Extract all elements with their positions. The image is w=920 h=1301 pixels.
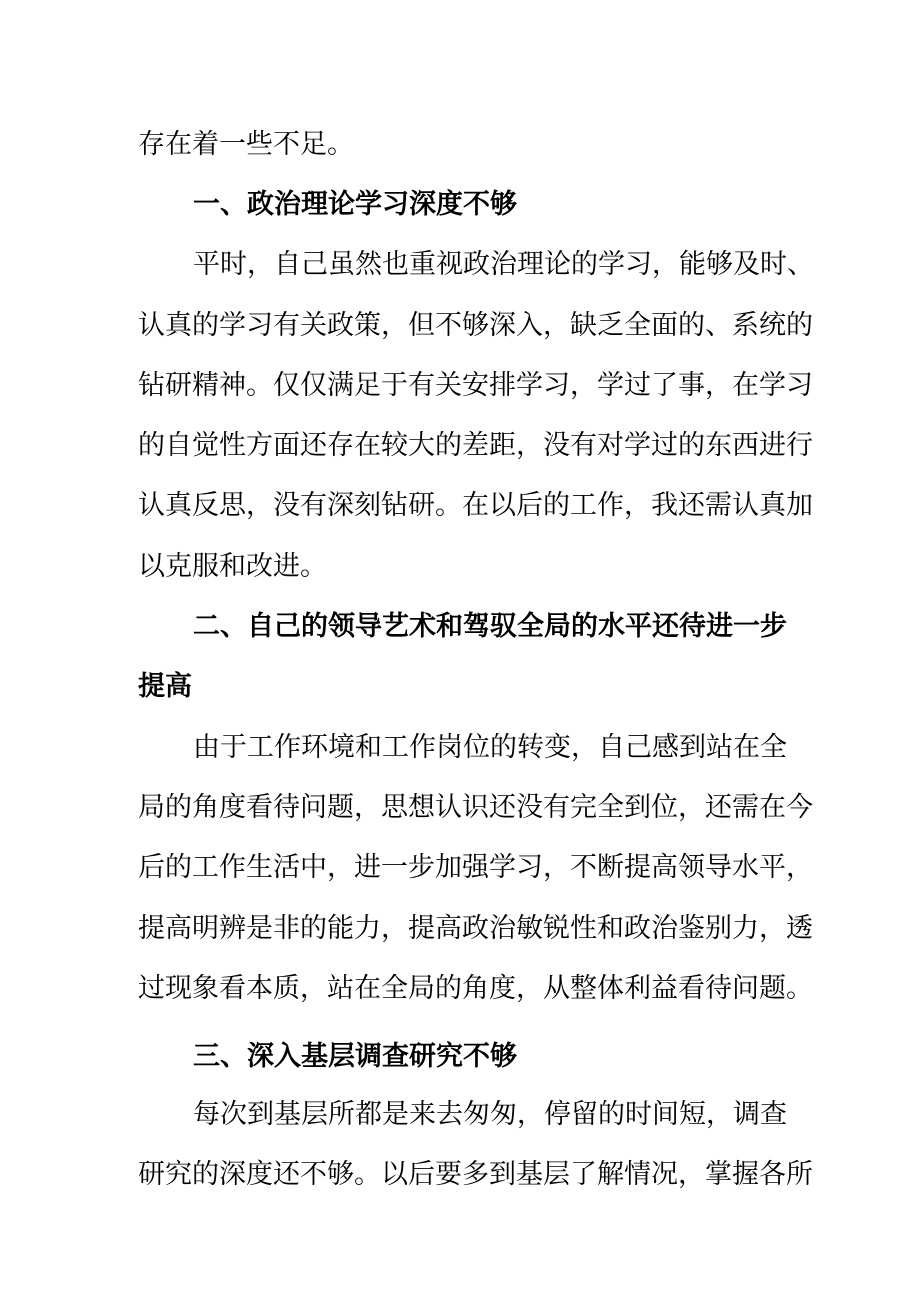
paragraph-line: 过现象看本质，站在全局的角度，从整体利益看待问题。 [138,973,813,1004]
paragraph-line: 每次到基层所都是来去匆匆，停留的时间短，调查 [193,1099,787,1130]
paragraph-line: 由于工作环境和工作岗位的转变，自己感到站在全 [193,732,787,763]
section-heading-2: 二、自己的领导艺术和驾驭全局的水平还待进一步 [193,611,787,642]
paragraph-line: 认真反思，没有深刻钻研。在以后的工作，我还需认真加 [138,490,813,521]
section-heading-1: 一、政治理论学习深度不够 [193,189,517,220]
paragraph-line: 存在着一些不足。 [138,129,354,160]
paragraph-line: 后的工作生活中，进一步加强学习，不断提高领导水平， [138,852,813,883]
paragraph-line: 局的角度看待问题，思想认识还没有完全到位，还需在今 [138,792,813,823]
paragraph-line: 平时，自己虽然也重视政治理论的学习，能够及时、 [193,249,814,280]
paragraph-line: 钻研精神。仅仅满足于有关安排学习，学过了事，在学习 [138,370,813,401]
paragraph-line: 研究的深度还不够。以后要多到基层了解情况，掌握各所 [138,1159,813,1190]
section-heading-2-continued: 提高 [138,671,192,702]
paragraph-line: 的自觉性方面还存在较大的差距，没有对学过的东西进行 [138,430,813,461]
paragraph-line: 以克服和改进。 [138,551,327,582]
section-heading-3: 三、深入基层调查研究不够 [193,1041,517,1072]
paragraph-line: 认真的学习有关政策，但不够深入，缺乏全面的、系统的 [138,310,813,341]
paragraph-line: 提高明辨是非的能力，提高政治敏锐性和政治鉴别力，透 [138,913,813,944]
